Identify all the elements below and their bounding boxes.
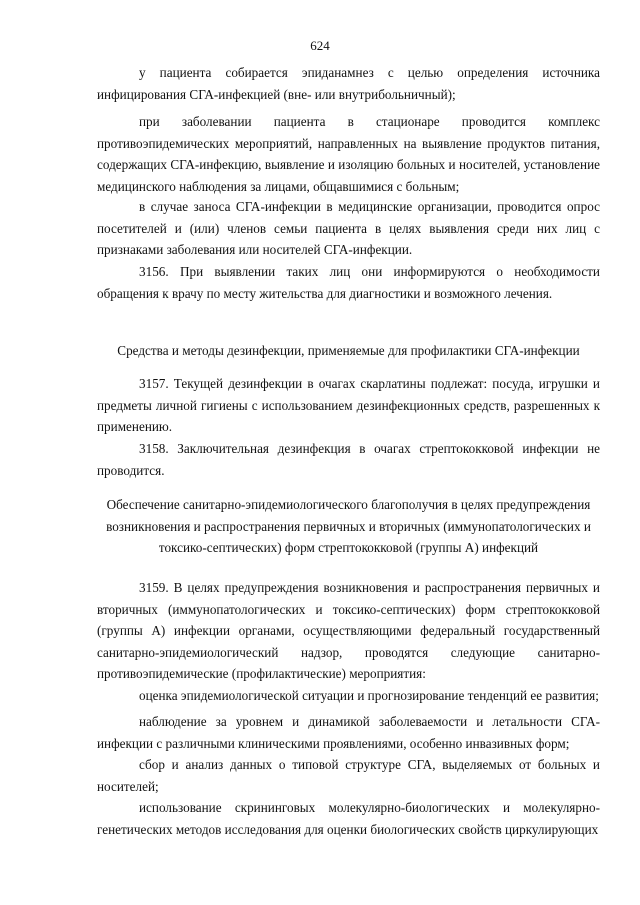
page-number: 624: [310, 38, 330, 53]
paragraph: оценка эпидемиологической ситуации и прогнозирование тенденций ее развития;: [139, 688, 599, 703]
text-block: [97, 438, 600, 481]
section-heading: Средства и методы дезинфекции, применяемые для профилактики СГА-инфекции: [117, 343, 580, 358]
paragraph: у пациента собирается эпиданамнез с целью определения источника инфицирования СГА-инфекцией (вне- или внутрибольничный);: [97, 65, 600, 102]
text-block: [97, 373, 600, 438]
paragraph: при заболевании пациента в стационаре проводится комплекс противоэпидемических мероприятий, направленных на выявление продуктов питания, содержащих СГА-инфекцию, выявление и изоляцию больных и носителей, установление медицинского наблюдения за лицами, общавшимися с больным;: [97, 114, 600, 194]
paragraph: 3159. В целях предупреждения возникновения и распространения первичных и вторичных (иммунопатологических и токсико-септических) форм стрептококковой (группы А) инфекции органами, осуществляющими федеральный государственный санитарно-эпидемиологический надзор, проводятся следующие санитарно-противоэпидемические (профилактические) мероприятия:: [97, 580, 600, 682]
paragraph: 3156. При выявлении таких лиц они информируются о необходимости обращения к врачу по месту жительства для диагностики и возможного лечения.: [97, 264, 600, 301]
text-block: [97, 196, 600, 261]
text-block: [97, 494, 600, 559]
text-block: [97, 754, 600, 797]
text-block: [97, 340, 600, 362]
paragraph: использование скрининговых молекулярно-биологических и молекулярно-генетических методов исследования для оценки биологических свойств циркулирующих: [97, 800, 600, 837]
paragraph: наблюдение за уровнем и динамикой заболеваемости и летальности СГА-инфекции с различными клиническими проявлениями, особенно инвазивных форм;: [97, 714, 600, 751]
section-heading: Обеспечение санитарно-эпидемиологического благополучия в целях предупреждения возникновения и распространения первичных и вторичных (иммунопатологических и токсико-септических) форм стрептококковой (группы А) инфекций: [106, 497, 591, 556]
text-block: [97, 711, 600, 754]
text-block: [97, 797, 600, 840]
paragraph: сбор и анализ данных о типовой структуре СГА, выделяемых от больных и носителей;: [97, 757, 600, 794]
text-block: [97, 685, 600, 707]
text-block: [97, 261, 600, 304]
paragraph: в случае заноса СГА-инфекции в медицинские организации, проводится опрос посетителей и (или) членов семьи пациента в целях выявления среди них лиц с признаками заболевания или носителей СГА-инфекции.: [97, 199, 600, 258]
paragraph: 3157. Текущей дезинфекции в очагах скарлатины подлежат: посуда, игрушки и предметы личной гигиены с использованием дезинфекционных средств, разрешенных к применению.: [97, 376, 600, 435]
paragraph: 3158. Заключительная дезинфекция в очагах стрептококковой инфекции не проводится.: [97, 441, 600, 478]
text-block: [97, 577, 600, 685]
text-block: [97, 111, 600, 197]
text-block: [97, 62, 600, 105]
